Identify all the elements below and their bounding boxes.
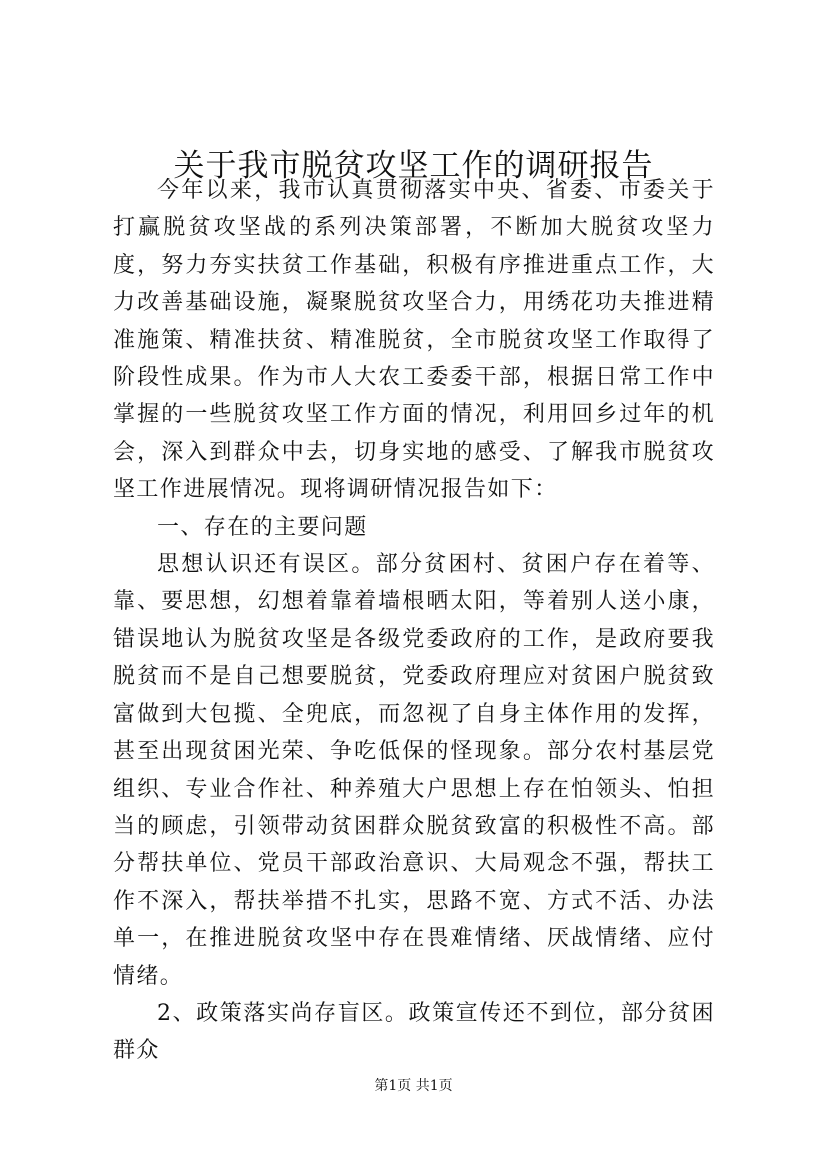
paragraph-thinking: 思想认识还有误区。部分贫困村、贫困户存在着等、靠、要思想，幻想着靠着墙根晒太阳，等着别人送小康，错误地认为脱贫攻坚是各级党委政府的工作，是政府要我脱贫而不是自己想要脱贫，党委政府理应对贫困户脱贫致富做到大包揽、全兜底，而忽视了自身主体作用的发挥，甚至出现贫困光荣、争吃低保的怪现象。部分农村基层党组织、专业合作社、种养殖大户思想上存在怕领头、怕担当的顾虑，引领带动贫困群众脱贫致富的积极性不高。部分帮扶单位、党员干部政治意识、大局观念不强，帮扶工作不深入，帮扶举措不扎实，思路不宽、方式不活、办法单一，在推进脱贫攻坚中存在畏难情绪、厌战情绪、应付情绪。 bbox=[113, 552, 715, 989]
paragraph-policy: 2、政策落实尚存盲区。政策宣传还不到位，部分贫困群众 bbox=[113, 1000, 715, 1064]
document-title: 关于我市脱贫攻坚工作的调研报告 bbox=[173, 148, 654, 184]
paragraph-intro: 今年以来，我市认真贯彻落实中央、省委、市委关于打赢脱贫攻坚战的系列决策部署，不断加大脱贫攻坚力度，努力夯实扶贫工作基础，积极有序推进重点工作，大力改善基础设施，凝聚脱贫攻坚合力，用绣花功夫推进精准施策、精准扶贫、精准脱贫，全市脱贫攻坚工作取得了阶段性成果。作为市人大农工委委干部，根据日常工作中掌握的一些脱贫攻坚工作方面的情况，利用回乡过年的机会，深入到群众中去，切身实地的感受、了解我市脱贫攻坚工作进展情况。现将调研情况报告如下： bbox=[113, 178, 715, 503]
document-body bbox=[113, 172, 715, 1070]
section-heading-main-problems: 一、存在的主要问题 bbox=[157, 514, 368, 540]
page-footer: 第1页 共1页 bbox=[374, 1078, 453, 1094]
